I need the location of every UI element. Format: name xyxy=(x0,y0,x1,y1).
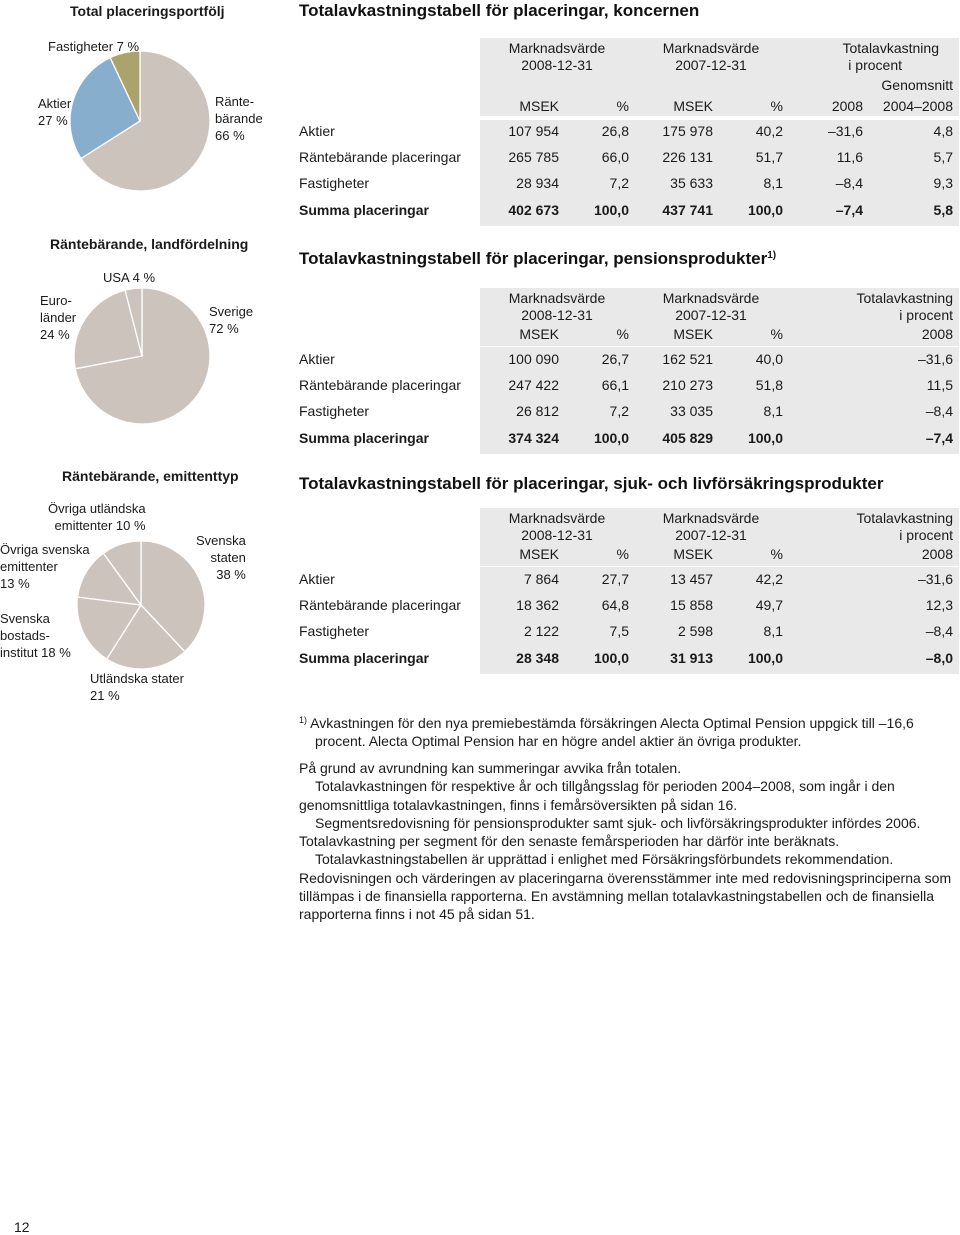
table1-cell: 107 954 xyxy=(508,123,559,139)
table1-col-avg: 2004–2008 xyxy=(882,98,953,114)
table1-row-label: Fastigheter xyxy=(299,175,370,191)
table3-row-label: Aktier xyxy=(299,571,335,587)
table3-col-pct2: % xyxy=(770,546,783,562)
table2-row xyxy=(299,372,959,398)
footnote-text: Avkastningen för den nya premiebestämda försäkringen Alecta Optimal Pension uppgick till –16,6 procent. Alecta Optimal Pension har en högre andel aktier än övriga produkter. xyxy=(310,715,914,750)
table3-sum-row xyxy=(299,644,959,672)
table1-cell: 100,0 xyxy=(593,202,629,218)
table1-col-pct2: % xyxy=(770,98,783,114)
table2-col-pct1: % xyxy=(616,326,629,342)
table1-h2-date2008: 2008-12-31 xyxy=(521,57,593,73)
table3-cell: 12,3 xyxy=(925,597,953,613)
table1-cell: 35 633 xyxy=(670,175,713,191)
table2-h2-date2008: 2008-12-31 xyxy=(521,307,593,323)
table2-cell: 40,0 xyxy=(755,351,783,367)
table2-cell: 26,7 xyxy=(601,351,629,367)
table2-cell: –31,6 xyxy=(917,351,953,367)
table3-cell: –8,0 xyxy=(925,650,953,666)
table3-h1-mv2008: Marknadsvärde xyxy=(508,510,606,526)
table2-col-msek1: MSEK xyxy=(519,326,559,342)
table2-row xyxy=(299,346,959,372)
table1-cell: 5,8 xyxy=(933,202,953,218)
table3-cell: 64,8 xyxy=(601,597,629,613)
table2-col-msek2: MSEK xyxy=(673,326,713,342)
table1-cell: 5,7 xyxy=(933,149,953,165)
table1-cell: 265 785 xyxy=(508,149,559,165)
table2-cell: 162 521 xyxy=(662,351,713,367)
table1-cell: 28 934 xyxy=(516,175,559,191)
table3-col-msek2: MSEK xyxy=(673,546,713,562)
table1-cell: –8,4 xyxy=(835,175,863,191)
table2-h2-iprocent: i procent xyxy=(899,307,953,323)
pie2-label-sverige: Sverige 72 % xyxy=(209,304,254,336)
table1-col-msek2: MSEK xyxy=(673,98,713,114)
table2-col-2008: 2008 xyxy=(921,326,953,342)
table1-col-2008: 2008 xyxy=(831,98,863,114)
table3-cell: –31,6 xyxy=(917,571,953,587)
table1 xyxy=(299,40,959,96)
table2-col-pct2: % xyxy=(770,326,783,342)
table1-h2-iprocent: i procent xyxy=(848,57,902,73)
table1-col-msek1: MSEK xyxy=(519,98,559,114)
table1-cell: 8,1 xyxy=(763,175,783,191)
table3-cell: 28 348 xyxy=(516,650,559,666)
table1-h3-genomsnitt: Genomsnitt xyxy=(881,77,953,93)
table3-cell: 27,7 xyxy=(601,571,629,587)
table1-row-label: Räntebärande placeringar xyxy=(299,149,461,165)
table3-cell: 7 864 xyxy=(523,571,559,587)
table3-cell: –8,4 xyxy=(925,623,953,639)
table2-cell: 11,5 xyxy=(926,377,953,393)
pie2-label-usa: USA 4 % xyxy=(103,270,156,285)
table3-cell: 18 362 xyxy=(516,597,559,613)
table2-title xyxy=(299,249,776,269)
table1-cell: 437 741 xyxy=(662,202,713,218)
table3-cell: 100,0 xyxy=(747,650,783,666)
pie3-label-svenska-staten: Svenska staten 38 % xyxy=(196,533,246,582)
table1-col-pct1: % xyxy=(616,98,629,114)
table1-row xyxy=(299,144,959,170)
table2-title-footnote-marker: 1) xyxy=(767,250,777,261)
table1-cell: –7,4 xyxy=(835,202,863,218)
pie3-label-bostadsinstitut: Svenska bostads- institut 18 % xyxy=(0,611,71,660)
notes xyxy=(299,759,959,924)
table2-cell: 100,0 xyxy=(747,430,783,446)
pie2-title: Räntebärande, landfördelning xyxy=(50,236,249,252)
pie2-label-eurolander: Euro- länder 24 % xyxy=(40,293,77,342)
pie3-label-utlandska-stater: Utländska stater 21 % xyxy=(90,671,184,703)
table2-cell: 405 829 xyxy=(662,430,713,446)
table1-h1-totalavk: Totalavkastning xyxy=(842,40,939,56)
table1-sum-row xyxy=(299,196,959,224)
table3-cell: 15 858 xyxy=(670,597,713,613)
table2-row-label: Räntebärande placeringar xyxy=(299,377,461,393)
table3-row-label: Räntebärande placeringar xyxy=(299,597,461,613)
table2-h1-totalavk: Totalavkastning xyxy=(856,290,953,306)
table1-cell: 66,0 xyxy=(601,149,629,165)
note-4: Totalavkastningstabellen är upprättad i enlighet med Försäkringsförbundets rekommendation. Redovisningen och värderingen av placeringarna överensstämmer inte med redovisningsprinciperna som tillämpas i de finansiella rapporterna. En avstämning mellan totalavkastningstabellen och de finansiella rapporterna finns i not 45 på sidan 51. xyxy=(299,851,952,923)
table1-cell: 175 978 xyxy=(662,123,713,139)
table2-body xyxy=(299,346,959,452)
table1-row-label: Aktier xyxy=(299,123,335,139)
table3-h2-date2007: 2007-12-31 xyxy=(675,527,747,543)
table1-h1-mv2007: Marknadsvärde xyxy=(662,40,760,56)
table2-cell: –8,4 xyxy=(925,403,953,419)
table2-h1-mv2008: Marknadsvärde xyxy=(508,290,606,306)
table1-row xyxy=(299,118,959,144)
table3-cell: 2 122 xyxy=(523,623,559,639)
table3-cell: 42,2 xyxy=(755,571,783,587)
table1-h1-mv2008: Marknadsvärde xyxy=(508,40,606,56)
table1-cell: 100,0 xyxy=(747,202,783,218)
table1-cell: –31,6 xyxy=(827,123,863,139)
table1-h2-date2007: 2007-12-31 xyxy=(675,57,747,73)
table3-row-label: Summa placeringar xyxy=(299,650,429,666)
table1-title: Totalavkastningstabell för placeringar, koncernen xyxy=(299,1,700,20)
table3-h2-iprocent: i procent xyxy=(899,527,953,543)
table2-row-label: Aktier xyxy=(299,351,335,367)
table3-col-msek1: MSEK xyxy=(519,546,559,562)
note-1: På grund av avrundning kan summeringar avvika från totalen. xyxy=(299,760,682,776)
table2-cell: 247 422 xyxy=(508,377,559,393)
table1-row-label: Summa placeringar xyxy=(299,202,429,218)
table1-cell: 26,8 xyxy=(601,123,629,139)
table3-title: Totalavkastningstabell för placeringar, sjuk- och livförsäkringsprodukter xyxy=(299,474,884,493)
table3-h1-mv2007: Marknadsvärde xyxy=(662,510,760,526)
table1-cell: 11,6 xyxy=(836,149,863,165)
table3-row xyxy=(299,566,959,592)
table3-row xyxy=(299,592,959,618)
table3-cell: 13 457 xyxy=(670,571,713,587)
table2-title-text: Totalavkastningstabell för placeringar, pensionsprodukter xyxy=(299,249,768,268)
table2-h1-mv2007: Marknadsvärde xyxy=(662,290,760,306)
table2-cell: 8,1 xyxy=(763,403,783,419)
table3-row-label: Fastigheter xyxy=(299,623,370,639)
table2-cell: 210 273 xyxy=(662,377,713,393)
footnote xyxy=(299,711,959,751)
table2-cell: 100 090 xyxy=(508,351,559,367)
table2-cell: 66,1 xyxy=(601,377,629,393)
pie1-title: Total placeringsportfölj xyxy=(70,3,225,19)
table3-cell: 8,1 xyxy=(763,623,783,639)
table3-col-2008: 2008 xyxy=(921,546,953,562)
pie1-label-aktier: Aktier 27 % xyxy=(38,96,72,128)
table1-cell: 226 131 xyxy=(662,149,713,165)
table2-cell: 26 812 xyxy=(516,403,559,419)
table1-cell: 4,8 xyxy=(933,123,953,139)
table2-row-label: Fastigheter xyxy=(299,403,370,419)
table3-row xyxy=(299,618,959,644)
table3-body xyxy=(299,566,959,672)
table2-cell: 374 324 xyxy=(508,430,559,446)
pie3-title: Räntebärande, emittenttyp xyxy=(62,468,239,484)
table3-h1-totalavk: Totalavkastning xyxy=(856,510,953,526)
table1-cell: 9,3 xyxy=(933,175,953,191)
table2-cell: 100,0 xyxy=(593,430,629,446)
table3-cell: 31 913 xyxy=(670,650,713,666)
table3-cell: 49,7 xyxy=(755,597,783,613)
pie3-label-ovriga-utlandska: Övriga utländska emittenter 10 % xyxy=(48,501,146,533)
table2-row xyxy=(299,398,959,424)
table3-h2-date2008: 2008-12-31 xyxy=(521,527,593,543)
pie1-label-rantebarande: Ränte- bärande 66 % xyxy=(215,94,263,143)
footnote-marker: 1) xyxy=(299,715,308,725)
table1-cell: 40,2 xyxy=(755,123,783,139)
table3-col-pct1: % xyxy=(616,546,629,562)
note-3: Segmentsredovisning för pensionsprodukter samt sjuk- och livförsäkringsprodukter infördes 2006. Totalavkastning per segment för den senaste femårsperioden har därför inte beräknats. xyxy=(299,814,921,850)
table1-cell: 7,2 xyxy=(609,175,629,191)
pie3-label-ovriga-svenska: Övriga svenska emittenter 13 % xyxy=(0,542,90,591)
table3-cell: 100,0 xyxy=(593,650,629,666)
table2-cell: 33 035 xyxy=(670,403,713,419)
table2-h2-date2007: 2007-12-31 xyxy=(675,307,747,323)
table2-row-label: Summa placeringar xyxy=(299,430,429,446)
pie1-label-fastigheter: Fastigheter 7 % xyxy=(48,39,140,54)
table3-cell: 2 598 xyxy=(677,623,713,639)
table2-sum-row xyxy=(299,424,959,452)
table2-cell: 51,8 xyxy=(755,377,783,393)
table1-row xyxy=(299,170,959,196)
table1-cell: 402 673 xyxy=(508,202,559,218)
note-2: Totalavkastningen för respektive år och tillgångsslag för perioden 2004–2008, som ingår i den genomsnittliga totalavkastningen, finns i femårsöversikten på sidan 16. xyxy=(299,778,895,813)
table1-cell: 51,7 xyxy=(755,149,783,165)
table2-cell: –7,4 xyxy=(925,430,953,446)
table2-cell: 7,2 xyxy=(609,403,629,419)
page-number: 12 xyxy=(14,1219,30,1235)
table1-body xyxy=(299,118,959,224)
table3-cell: 7,5 xyxy=(609,623,629,639)
